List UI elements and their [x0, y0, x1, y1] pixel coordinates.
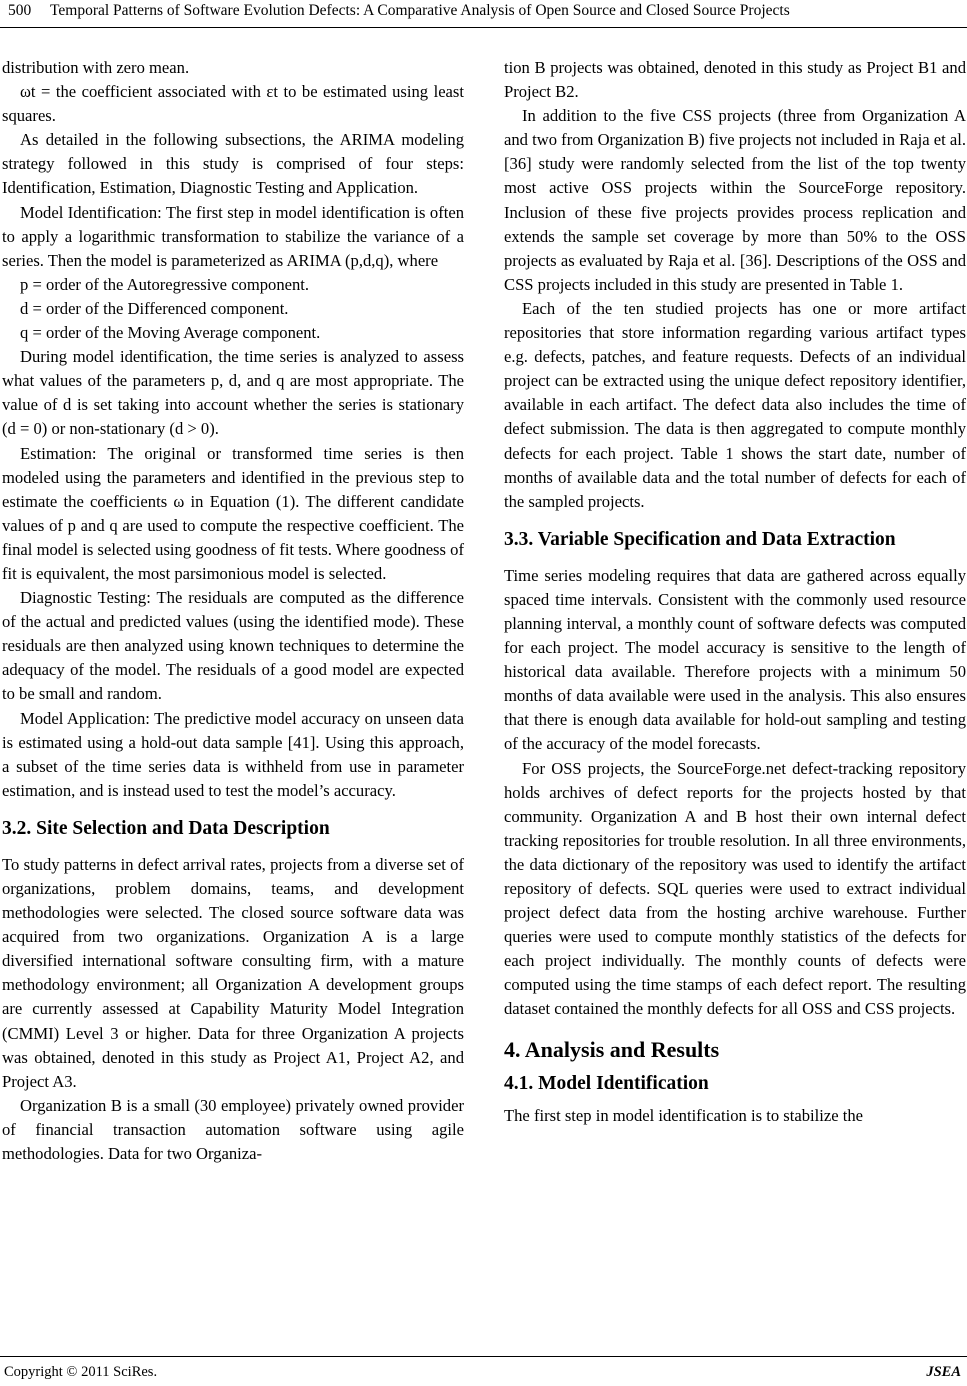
- paragraph: Estimation: The original or transformed time series is then modeled using the parameters and identified in the previous step to estimate the coefficients ω in Equation (1). The different candidate values of p and q are used to compute the respective coefficient. The final model is selected using goodness of fit tests. Where goodness of fit is equivalent, the most parsimonious model is selected.: [2, 443, 464, 583]
- journal-abbrev: JSEA: [926, 1364, 961, 1380]
- paragraph: Organization B is a small (30 employee) privately owned provider of financial transaction automation software using agile methodologies. Data for two Organiza-: [2, 1095, 464, 1164]
- paragraph: Model Identification: The first step in model identification is often to apply a logarithmic transformation to stabilize the variance of a series. Then the model is parameterized as ARIMA (p,d,q), where: [2, 202, 464, 270]
- paragraph: q = order of the Moving Average component.: [20, 323, 321, 343]
- page-number: 500: [8, 2, 32, 19]
- left-column: [2, 56, 464, 1166]
- paragraph: During model identification, the time series is analyzed to assess what values of the parameters p, d, and q are most appropriate. The value of d is set taking into account whether the series is stationary (d = 0) or non-stationary (d > 0).: [2, 347, 464, 439]
- right-column: [504, 56, 966, 1128]
- header-rule: [0, 27, 967, 28]
- paragraph: p = order of the Autoregressive component.: [20, 274, 310, 294]
- section-heading-4-1: 4.1. Model Identification: [504, 1072, 709, 1094]
- footer-rule: [0, 1356, 967, 1357]
- paragraph: As detailed in the following subsections, the ARIMA modeling strategy followed in this study is comprised of four steps: Identification, Estimation, Diagnostic Testing and Application.: [2, 130, 464, 198]
- section-heading-3-3: 3.3. Variable Specification and Data Extraction: [504, 528, 896, 550]
- paragraph: d = order of the Differenced component.: [20, 298, 289, 318]
- section-heading-3-2: 3.2. Site Selection and Data Description: [2, 817, 330, 839]
- copyright-notice: Copyright © 2011 SciRes.: [4, 1364, 158, 1380]
- paragraph: Model Application: The predictive model accuracy on unseen data is estimated using a hold-out data sample [41]. Using this approach, a subset of the time series data is withheld from use in parameter estimation, and is instead used to test the model’s accuracy.: [2, 708, 464, 800]
- running-header: [0, 0, 967, 26]
- paragraph: The first step in model identification is to stabilize the: [504, 1105, 863, 1125]
- section-heading-4: 4. Analysis and Results: [504, 1036, 720, 1062]
- page-footer: [0, 1356, 967, 1380]
- paragraph: distribution with zero mean.: [2, 58, 190, 77]
- paragraph: For OSS projects, the SourceForge.net defect-tracking repository holds archives of defect reports for the projects hosted by that community. Organization A and B host their own internal defect tracking repositories for trouble resolution. In all three environments, the data dictionary of the repository was used to identify the artifact repository of defects. SQL queries were used to extract individual project defect data from the hosting archive warehouse. Further queries were used to compute monthly statistics of the defects for each project individually. The monthly counts of defects were computed using the time stamps of each defect report. The resulting dataset contained the monthly defects for all OSS and CSS projects.: [504, 758, 966, 1019]
- paragraph: tion B projects was obtained, denoted in this study as Project B1 and Project B2.: [504, 58, 966, 102]
- paragraph: Each of the ten studied projects has one or more artifact repositories that store information regarding various artifact types e.g. defects, patches, and feature requests. Defects of an individual project can be extracted using the unique defect repository identifier, available in each artifact. The defect data also includes the time of defect submission. The data is then aggregated to compute monthly defects for each project. Table 1 shows the start date, number of months of available data and the total number of defects for each of the sampled projects.: [504, 298, 966, 511]
- running-title: Temporal Patterns of Software Evolution Defects: A Comparative Analysis of Open Source and Closed Source Projects: [50, 2, 790, 19]
- paragraph: ωt = the coefficient associated with εt to be estimated using least squares.: [2, 82, 464, 126]
- paragraph: Diagnostic Testing: The residuals are computed as the difference of the actual and predicted values (using the identified mode). These residuals are then analyzed using known techniques to determine the adequacy of the model. The residuals of a good model are expected to be small and random.: [2, 588, 464, 704]
- paragraph: Time series modeling requires that data are gathered across equally spaced time intervals. Consistent with the commonly used resource planning interval, a monthly count of software defects was computed for each project. The model accuracy is sensitive to the length of historical data available. Therefore projects with a minimum 50 months of data available were used in the analysis. This also ensures that there is enough data available for hold-out sampling and testing of the accuracy of the model forecasts.: [504, 565, 966, 754]
- paragraph: To study patterns in defect arrival rates, projects from a diverse set of organizations, problem domains, teams, and development methodologies were selected. The closed source software data was acquired from two organizations. Organization A is a large diversified international software consulting firm, with a mature methodology environment; all Organization A development groups are currently assessed at Capability Maturity Model Integration (CMMI) Level 3 or higher. Data for three Organization A projects was obtained, denoted in this study as Project A1, Project A2, and Project A3.: [2, 854, 464, 1091]
- paragraph: In addition to the five CSS projects (three from Organization A and two from Organization B) five projects not included in Raja et al. [36] study were randomly selected from the list of the top twenty most active OSS projects within the SourceForge repository. Inclusion of these five projects provides process replication and extends the sample set coverage by more than 50% to the OSS projects as evaluated by Raja et al. [36]. Descriptions of the OSS and CSS projects included in this study are presented in Table 1.: [504, 106, 966, 294]
